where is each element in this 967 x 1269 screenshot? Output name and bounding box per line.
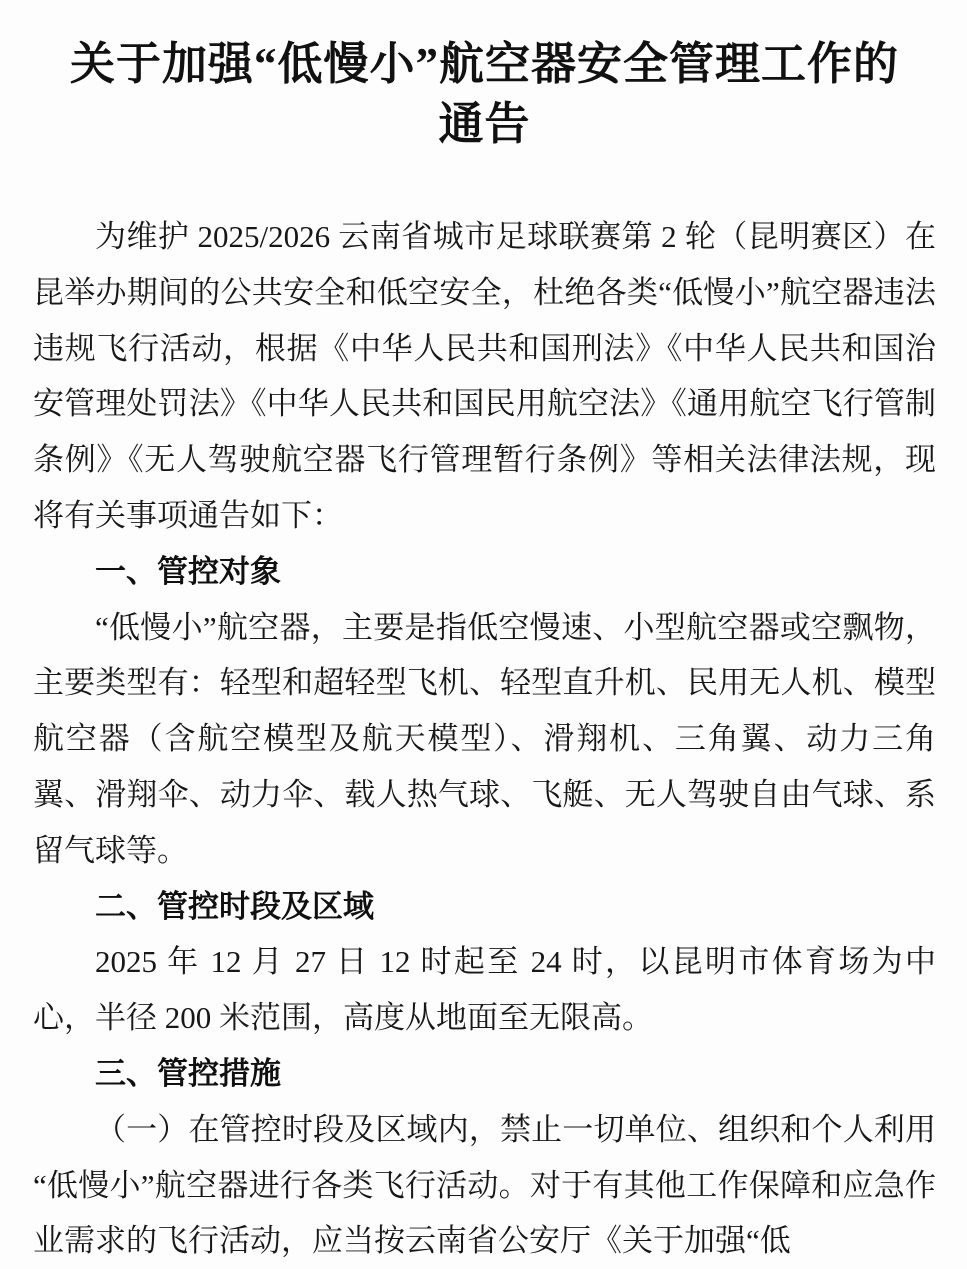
body-paragraph: 为维护 2025/2026 云南省城市足球联赛第 2 轮（昆明赛区）在昆举办期间的公共安全和低空安全，杜绝各类“低慢小”航空器违法违规飞行活动，根据《中华人民共和国刑法》《中华人民共和国治安管理处罚法》《中华人民共和国民用航空法》《通用航空飞行管制条例》《无人驾驶航空器飞行管理暂行条例》等相关法律法规，现将有关事项通告如下： (33, 219, 936, 533)
body-paragraph: 2025 年 12 月 27 日 12 时起至 24 时，以昆明市体育场为中心，半径 200 米范围，高度从地面至无限高。 (33, 944, 936, 1036)
document-title-line2: 通告 (438, 99, 531, 149)
section-heading: 二、管控时段及区域 (95, 888, 374, 924)
document-title (33, 34, 936, 154)
body-paragraph: “低慢小”航空器，主要是指低空慢速、小型航空器或空飘物，主要类型有：轻型和超轻型飞机、轻型直升机、民用无人机、模型航空器（含航空模型及航天模型）、滑翔机、三角翼、动力三角翼、滑翔伞、动力伞、载人热气球、飞艇、无人驾驶自由气球、系留气球等。 (33, 609, 936, 868)
document-body (33, 209, 936, 1269)
body-paragraph: （一）在管控时段及区域内，禁止一切单位、组织和个人利用“低慢小”航空器进行各类飞行活动。对于有其他工作保障和应急作业需求的飞行活动，应当按云南省公安厅《关于加强“低 (33, 1111, 936, 1259)
section-heading: 三、管控措施 (95, 1055, 281, 1091)
section-heading: 一、管控对象 (95, 553, 281, 589)
document-title-line1: 关于加强“低慢小”航空器安全管理工作的 (69, 39, 899, 89)
